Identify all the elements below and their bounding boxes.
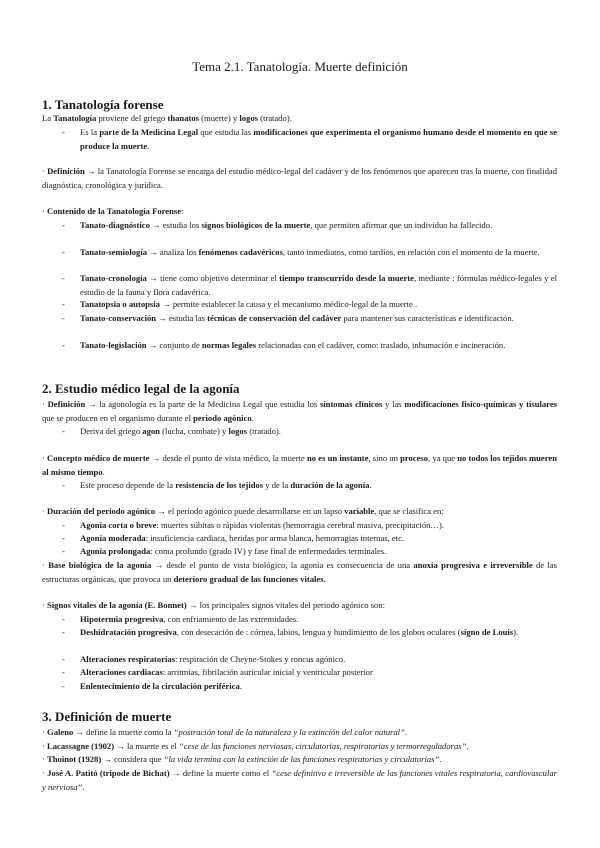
list-item: - Tanato-legislación → conjunto de normas legales relacionadas con el cadáver, como: traslado, inhumación e incineración.	[62, 340, 506, 350]
list-item: - Tanato-semiología → analiza los fenómenos cadavéricos, tanto inmediatos, como tardíos, en relación con el momento de la muerte.	[62, 247, 540, 257]
list-item: - Tanatopsia o autopsia → permite establecer la causa y el mecanismo médico-legal de la muerte .	[62, 299, 418, 309]
list-item: - Es la parte de la Medicina Legal que estudia las modificaciones que experimenta el organismo humano desde el momento en que se produce la muerte.	[62, 127, 558, 151]
paragraph: · Lacassagne (1902) → la muerte es el “cese de las funciones nerviosas, circulatorias, respiratorias y termorreguladoras”.	[42, 741, 469, 751]
paragraph: · Definición → la Tanatología Forense se encarga del estudio médico-legal del cadáver y de los fenómenos que aparecen tras la muerte, con finalidad diagnóstica, cronológica y jurídica.	[42, 166, 557, 190]
list-item: - Hipotermia progresiva, con enfriamiento de las extremidades.	[62, 614, 299, 624]
list-item: - Agonía corta o breve: muertes súbitas o rápidas violentas (hemorragia cerebral masiva, precipitación…).	[62, 520, 445, 530]
list-item: - Agonía moderada: insuficiencia cardiaca, heridas por arma blanca, hemorragias internas, etc.	[62, 533, 405, 543]
list-item: - Deshidratación progresiva, con desecación de : córnea, labios, lengua y hundimiento de los globos oculares (signo de Louis).	[62, 627, 519, 637]
paragraph: La Tanatología proviene del griego thanatos (muerte) y logos (tratado).	[42, 113, 292, 123]
list-item: - Deriva del griego agon (lucha, combate) y logos (tratado).	[62, 426, 281, 436]
list-item: - Tanato-diagnóstico → estudia los signos biológicos de la muerte, que permiten afirmar que un individuo ha fallecido.	[62, 220, 493, 230]
section-heading: 3. Definición de muerte	[42, 709, 172, 724]
paragraph: · Galeno → define la muerte como la “postración total de la naturaleza y la extinción del calor natural”.	[42, 727, 407, 737]
paragraph: · Signos vitales de la agonía (E. Bonnet) → los principales signos vitales del periodo agónico son:	[42, 600, 386, 610]
list-item: - Agonía prolongada: coma profundo (grado IV) y fase final de enfermedades terminales.	[62, 546, 387, 556]
page-title: Tema 2.1. Tanatología. Muerte definición	[192, 59, 408, 74]
paragraph: · Base biológica de la agonía → desde el punto de vista biológico, la agonía es consecuencia de una anoxia progresiva e irreversible de las estructuras orgánicas, que provoca un deterioro gradual de las funciones vitales.	[42, 560, 558, 584]
section-heading: 2. Estudio médico legal de la agonía	[42, 381, 240, 396]
list-item: - Alteraciones respiratorias: respiración de Cheyne-Stokes y roncus agónico.	[62, 654, 346, 664]
paragraph: · Definición → la agonología es la parte de la Medicina Legal que estudia los síntomas clínicos y las modificaciones físico-químicas y tisulares que se producen en el organismo durante el periodo agónico.	[42, 399, 557, 423]
paragraph: · Thoinot (1928) → considera que “la vida termina con la extinción de las funciones respiratorias y circulatorias”.	[42, 754, 442, 764]
paragraph: · Concepto médico de muerte → desde el punto de vista médico, la muerte no es un instante, sino un proceso, ya que no todos los tejidos mueren al mismo tiempo.	[42, 453, 557, 477]
list-item: - Enlentecimiento de la circulación periférica.	[62, 681, 242, 691]
paragraph: · Contenido de la Tanatología Forense:	[42, 206, 184, 216]
section-heading: 1. Tanatología forense	[42, 97, 164, 112]
list-item: - Tanato-conservación → estudia las técnicas de conservación del cadáver para mantener sus características e identificación.	[62, 313, 514, 323]
list-item: - Tanato-cronología → tiene como objetivo determinar el tiempo transcurrido desde la muerte, mediante : fórmulas médico-legales y el estudio de la fauna y flora cadavérica.	[62, 273, 557, 297]
list-item: - Este proceso depende de la resistencia de los tejidos y de la duración de la agonía.	[62, 480, 372, 490]
list-item: - Alteraciones cardiacas: arritmias, fibrilación auricular inicial y ventricular posterior	[62, 667, 373, 677]
paragraph: · José A. Patitó (tripode de Bichat) → define la muerte como el “cese definitivo e irreversible de las funciones vitales respiratoria, cardiovascular y nerviosa”.	[42, 768, 557, 792]
paragraph: · Duración del periodo agónico → el periodo agónico puede desarrollarse en un lapso variable, que se clasifica en:	[42, 506, 444, 516]
